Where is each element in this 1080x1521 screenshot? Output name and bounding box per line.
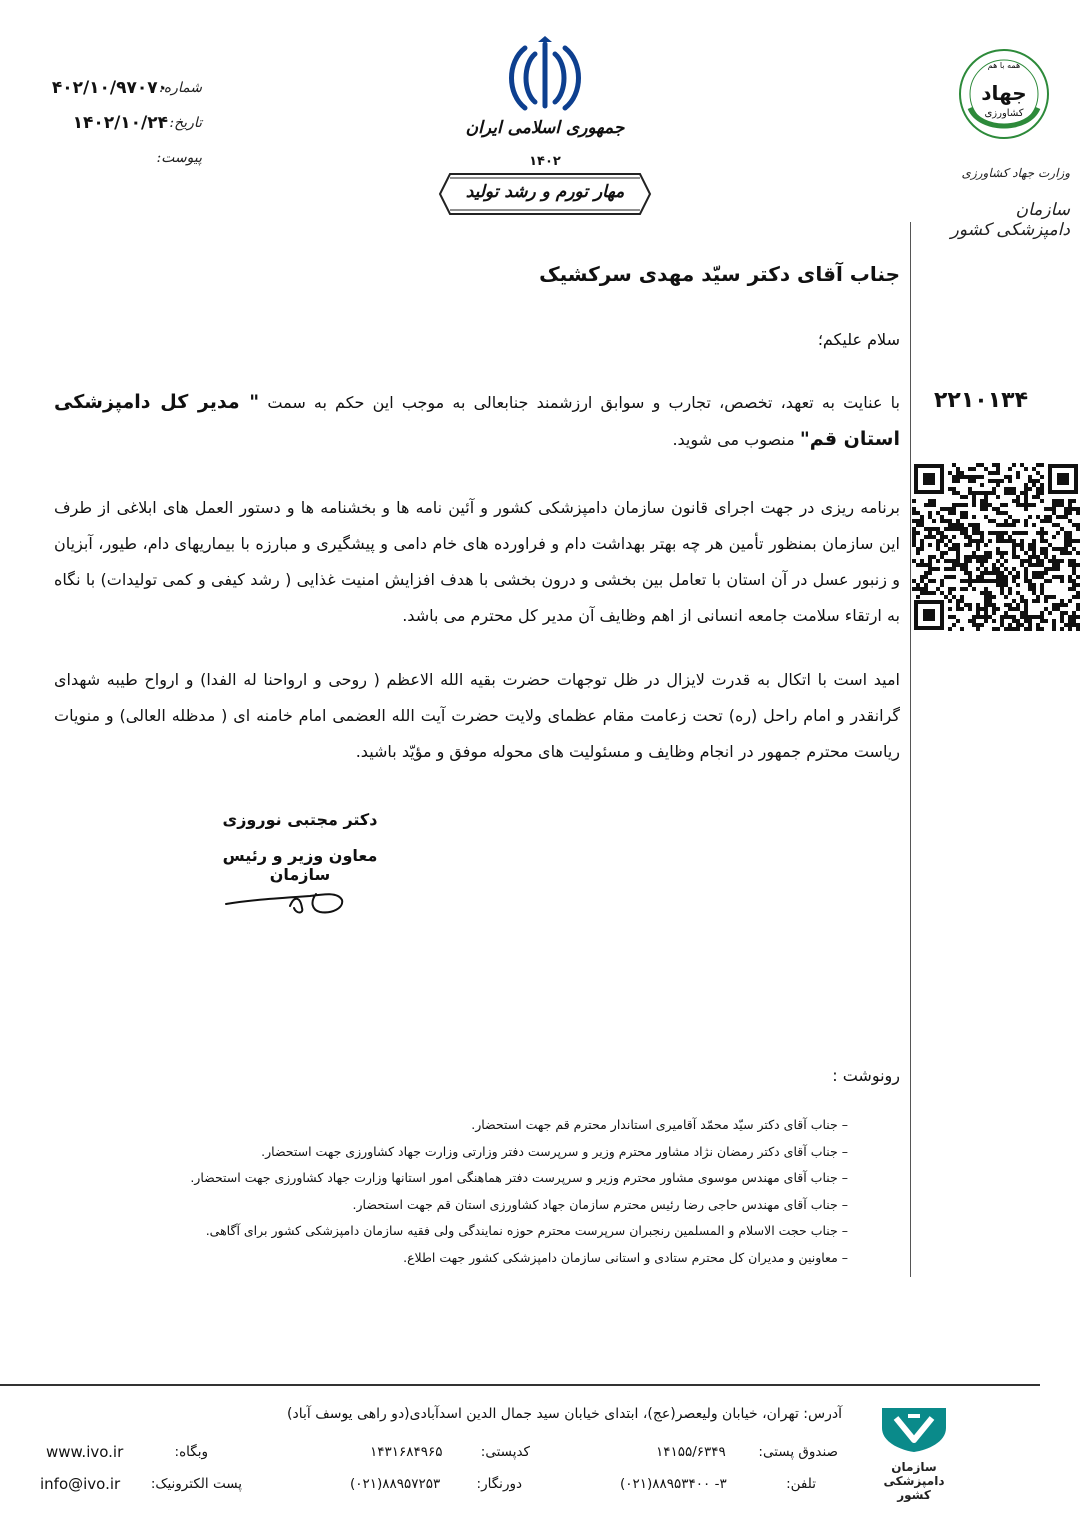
- appointment-text: با عنایت به تعهد، تخصص، تجارب و سوابق ارزشمند جنابعالی به موجب این حکم به سمت: [267, 393, 900, 412]
- footer-postal-label: کدپستی:: [480, 1444, 530, 1460]
- footer-logo-text: سازمان دامپزشکی کشور: [883, 1460, 945, 1502]
- footer-phone-value: (۰۲۱)۸۸۹۵۳۴۰۰ -۳: [620, 1476, 727, 1492]
- footer-postal-value: ۱۴۳۱۶۸۴۹۶۵: [370, 1444, 443, 1460]
- cc-item: – جناب حجت الاسلام و المسلمین رنجبران سرپرست محترم حوزه نمایندگی ولی فقیه سازمان دامپزشکی کشور برای آگاهی.: [205, 1223, 848, 1238]
- organization-name: سازمان دامپزشکی کشور: [950, 200, 1070, 240]
- organization-logo: [944, 40, 1070, 240]
- footer-address: آدرس: تهران، خیابان ولیعصر(عج)، ابتدای خیابان سید جمال الدین اسدآبادی(دو راهی یوسف آباد): [287, 1406, 842, 1422]
- footer-pobox-label: صندوق پستی:: [758, 1444, 838, 1460]
- cc-item: – جناب آقای دکتر رمضان نژاد مشاور محترم وزیر و سرپرست دفتر وزارتی وزارت جهاد کشاورزی جهت استحضار.: [261, 1143, 848, 1159]
- letter-attachment: [30, 148, 210, 172]
- slogan-year: ۱۴۰۲: [529, 154, 561, 169]
- cc-item: – معاونین و مدیران کل محترم ستادی و استانی سازمان دامپزشکی کشور جهت اطلاع.: [403, 1249, 848, 1265]
- addressee: جناب آقای دکتر سیّد مهدی سرکشیک: [539, 262, 900, 286]
- footer-email-label: پست الکترونیک:: [150, 1476, 242, 1492]
- jihad-keshavarzi-logo-icon: [956, 46, 1052, 142]
- footer-fax-value: (۰۲۱)۸۸۹۵۷۲۵۳: [350, 1476, 441, 1492]
- paragraph-duties: برنامه ریزی در جهت اجرای قانون سازمان دامپزشکی کشور و آئین نامه ها و بخشنامه ها و دستور العمل های ابلاغی از طرف این سازمان بمنظور تأمین هر چه بهتر بهداشت دام و فراورده های خام دامی و پیشگیری و مبارزه با بیماریهای دام، طیور، آبزیان و زنبور عسل در آن استان با تعامل بین بخشی و درون بخشی با هدف افزایش امنیت غذایی ( رشد کیفی و کمی تولیدات) با نگاه به ارتقاء سلامت جامعه انسانی از اهم وظایف آن مدیر کل محترم می باشد.: [54, 498, 900, 625]
- footer-fax-label: دورنگار:: [476, 1476, 522, 1492]
- number-value: ۴۰۲/۱۰/۹۷۰۷۰: [51, 78, 168, 98]
- date-label: تاریخ:: [169, 115, 202, 131]
- ministry-name: وزارت جهاد کشاورزی: [961, 166, 1070, 180]
- logo-main-text: جهاد: [981, 81, 1027, 105]
- signatory-title: معاون وزیر و رئیس سازمان: [222, 846, 378, 884]
- number-label: شماره:: [159, 80, 202, 96]
- logo-bottom-text: کشاورزی: [984, 108, 1024, 119]
- footer-website-label: وبگاه:: [174, 1444, 208, 1460]
- emblem-caption: جمهوری اسلامی ایران: [465, 118, 625, 138]
- paragraph-closing: امید است با اتکال به قدرت لایزال در ظل توجهات حضرت بقیه الله الاعظم ( روحی و ارواحنا له الفدا) و ارواح طیبه شهدای گرانقدر و امام راحل (ره) تحت زعامت مقام عظمای ولایت حضرت آیت الله العضمی امام خامنه ای ( مدظله العالی) و منویات ریاست محترم جمهور در انجام وظایف و مسئولیت های محوله موفق و مؤیّد باشید.: [54, 670, 900, 761]
- footer-website-link[interactable]: www.ivo.ir: [46, 1443, 124, 1461]
- footer-phone-label: تلفن:: [786, 1476, 816, 1492]
- attachment-label: پیوست:: [156, 150, 202, 166]
- cc-item: – جناب آقای مهندس موسوی مشاور محترم وزیر و سرپرست دفتر هماهنگی امور استانها وزارت جهاد کشاورزی جهت استحضار.: [190, 1170, 848, 1185]
- qr-code-icon: [912, 462, 1080, 632]
- ivo-shield-icon: [878, 1404, 950, 1454]
- logo-top-text: همه با هم: [987, 61, 1021, 70]
- cc-title: رونوشت :: [832, 1066, 900, 1085]
- handwritten-signature: [220, 882, 350, 922]
- cc-item: – جناب آقای دکتر سیّد محمّد آقامیری استاندار محترم قم جهت استحضار.: [471, 1117, 848, 1132]
- paragraph-appointment: [54, 384, 900, 458]
- signatory-name: دکتر مجتبی نوروزی: [222, 810, 378, 829]
- appointment-end: منصوب می شوید.: [672, 430, 795, 449]
- cc-list: [148, 1112, 848, 1271]
- cc-item: – جناب آقای مهندس حاجی رضا رئیس محترم سازمان جهاد کشاورزی استان قم جهت استحضار.: [352, 1196, 848, 1212]
- footer-pobox-value: ۱۴۱۵۵/۶۳۴۹: [656, 1444, 726, 1460]
- national-emblem-block: [432, 36, 658, 222]
- appointment-position: " مدیر کل دامپزشکی استان قم": [54, 391, 900, 450]
- reference-number: ۲۲۱۰۱۳۴: [934, 388, 1028, 413]
- footer-logo: [866, 1404, 962, 1502]
- margin-divider: [910, 222, 911, 1277]
- footer-email-link[interactable]: info@ivo.ir: [40, 1475, 121, 1493]
- letter-date: [30, 113, 210, 137]
- greeting: سلام علیکم؛: [817, 330, 900, 349]
- footer-divider: [0, 1384, 1040, 1386]
- date-value: ۱۴۰۲/۱۰/۲۴: [72, 113, 168, 133]
- iran-emblem-icon: [505, 36, 585, 114]
- letter-number: [30, 78, 210, 102]
- slogan-text: مهار تورم و رشد تولید: [465, 182, 625, 202]
